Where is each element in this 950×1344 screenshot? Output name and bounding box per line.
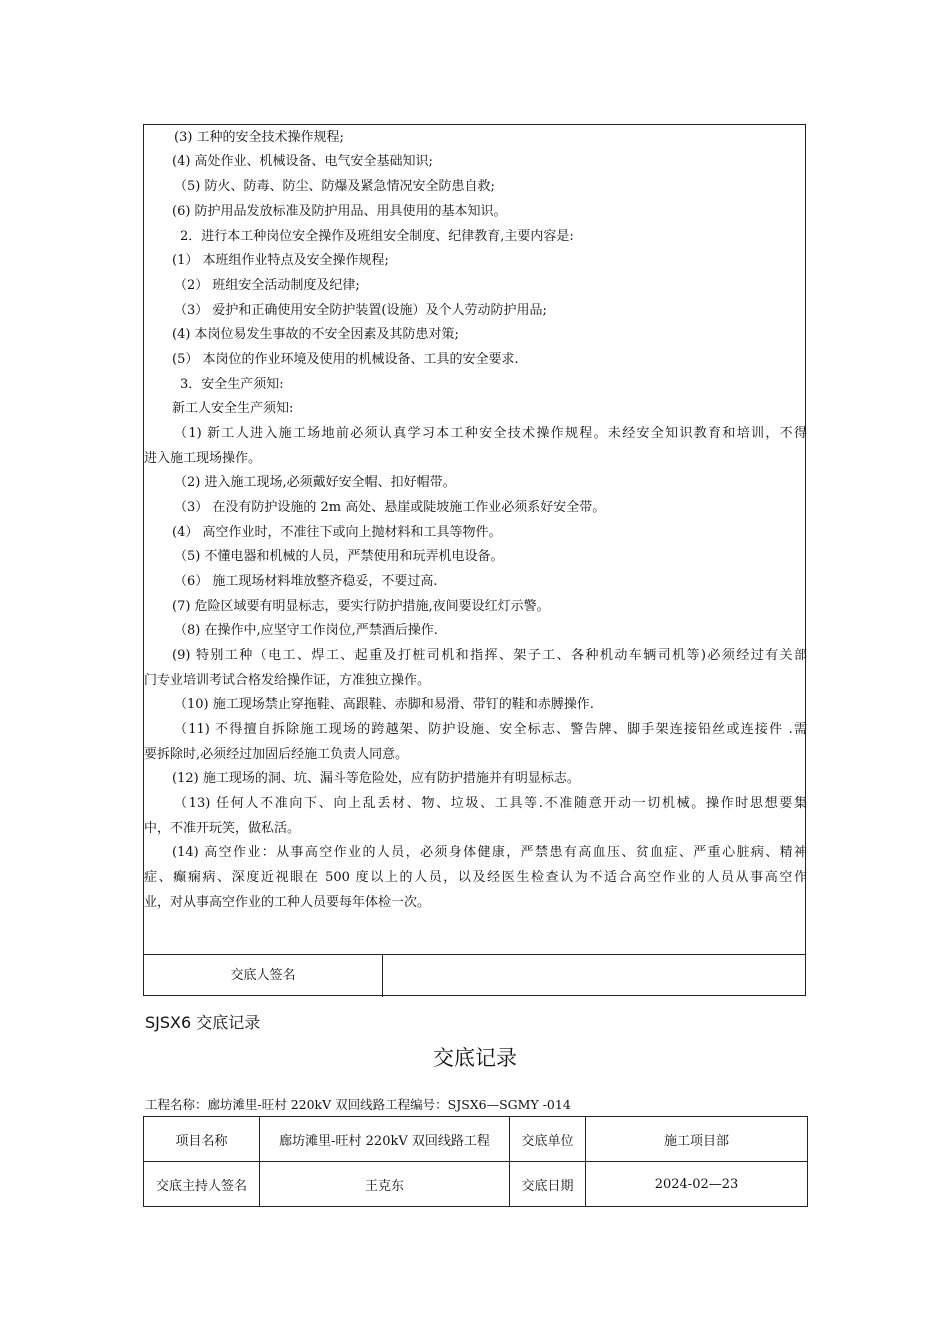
paragraph-line: （3） 爱护和正确使用安全防护装置(设施）及个人劳动防护用品; <box>174 303 547 318</box>
project-name-value: 廊坊滩里-旺村 220kV 双回线路工程 <box>260 1117 510 1162</box>
paragraph-line: (14) 高空作业：从事高空作业的人员，必须身体健康，严禁患有高血压、贫血症、严重心脏病、精神 <box>172 845 807 860</box>
paragraph-line: （5) 防火、防毒、防尘、防爆及紧急情况安全防患自救; <box>174 179 495 194</box>
paragraph-line: 门专业培训考试合格发给操作证，方准独立操作。 <box>144 673 431 688</box>
paragraph-line: 症、癫痫病、深度近视眼在 500 度以上的人员，以及经医生检查认为不适合高空作业的人员从事高空作 <box>144 870 807 885</box>
paragraph-line: (12) 施工现场的洞、坑、漏斗等危险处，应有防护措施并有明显标志。 <box>172 771 580 786</box>
paragraph-line: （3） 在没有防护设施的 2m 高处、悬崖或陡坡施工作业必须系好安全带。 <box>174 500 606 515</box>
paragraph-line: 进入施工现场操作。 <box>144 451 262 466</box>
record-code-heading: SJSX6 交底记录 <box>145 1013 261 1032</box>
paragraph-line: （5) 不懂电器和机械的人员，严禁使用和玩弄机电设备。 <box>174 549 504 564</box>
date-label: 交底日期 <box>510 1162 586 1207</box>
paragraph-line: （1) 新工人进入施工场地前必须认真学习本工种安全技术操作规程。未经安全知识教育和培训，不得 <box>174 426 807 441</box>
project-name-label: 项目名称 <box>144 1117 260 1162</box>
unit-label: 交底单位 <box>510 1117 586 1162</box>
paragraph-line: (6) 防护用品发放标准及防护用品、用具使用的基本知识。 <box>172 204 507 219</box>
paragraph-line: (4) 高处作业、机械设备、电气安全基础知识; <box>172 154 433 169</box>
signature-field[interactable] <box>384 955 805 997</box>
paragraph-line: (3) 工种的安全技术操作规程; <box>174 130 344 145</box>
paragraph-line: （2） 班组安全活动制度及纪律; <box>174 278 360 293</box>
unit-value: 施工项目部 <box>586 1117 808 1162</box>
paragraph-line: （10) 施工现场禁止穿拖鞋、高跟鞋、赤脚和易滑、带钉的鞋和赤膊操作. <box>174 697 594 712</box>
date-value: 2024-02—23 <box>586 1162 808 1207</box>
paragraph-line: （8) 在操作中,应坚守工作岗位,严禁酒后操作. <box>174 623 438 638</box>
content-frame <box>143 124 806 996</box>
paragraph-line: (4） 高空作业时，不准往下或向上抛材料和工具等物件。 <box>172 525 502 540</box>
paragraph-line: (9) 特别工种（电工、焊工、起重及打桩司机和指挥、架子工、各种机动车辆司机等)必须经过有关部 <box>172 648 807 663</box>
paragraph-line: 中，不准开玩笑，做私活。 <box>144 821 301 836</box>
paragraph-line: 2．进行本工种岗位安全操作及班组安全制度、纪律教育,主要内容是: <box>180 229 574 244</box>
project-name-line: 工程名称：廊坊滩里-旺村 220kV 双回线路工程编号：SJSX6—SGMY -014 <box>145 1097 571 1112</box>
table-row <box>144 1117 808 1162</box>
paragraph-line: （2) 进入施工现场,必须戴好安全帽、扣好帽带。 <box>174 475 456 490</box>
paragraph-line: 要拆除时,必须经过加固后经施工负责人同意。 <box>144 747 409 762</box>
signature-label: 交底人签名 <box>144 955 383 997</box>
host-signature-value: 王克东 <box>260 1162 510 1207</box>
info-table <box>143 1116 808 1207</box>
table-row <box>144 1162 808 1207</box>
paragraph-line: 新工人安全生产须知: <box>172 401 294 416</box>
paragraph-line: 业，对从事高空作业的工种人员要每年体检一次。 <box>144 895 431 910</box>
paragraph-line: （13) 任何人不准向下、向上乱丢材、物、垃圾、工具等.不准随意开动一切机械。操作时思想要集 <box>174 796 807 811</box>
host-signature-label: 交底主持人签名 <box>144 1162 260 1207</box>
content-body <box>144 125 805 954</box>
document-title: 交底记录 <box>433 1046 517 1070</box>
paragraph-line: (7) 危险区域要有明显标志，要实行防护措施,夜间要设红灯示警。 <box>172 599 550 614</box>
paragraph-line: (5） 本岗位的作业环境及使用的机械设备、工具的安全要求. <box>172 352 519 367</box>
paragraph-line: (1） 本班组作业特点及安全操作规程; <box>172 253 389 268</box>
paragraph-line: (4) 本岗位易发生事故的不安全因素及其防患对策; <box>172 327 459 342</box>
paragraph-line: 3．安全生产须知: <box>180 377 284 392</box>
signature-row <box>144 954 805 997</box>
paragraph-line: （6） 施工现场材料堆放整齐稳妥，不要过高. <box>174 574 438 589</box>
paragraph-line: （11) 不得擅自拆除施工现场的跨越架、防护设施、安全标志、警告牌、脚手架连接铅丝或连接件 .需 <box>174 722 807 737</box>
